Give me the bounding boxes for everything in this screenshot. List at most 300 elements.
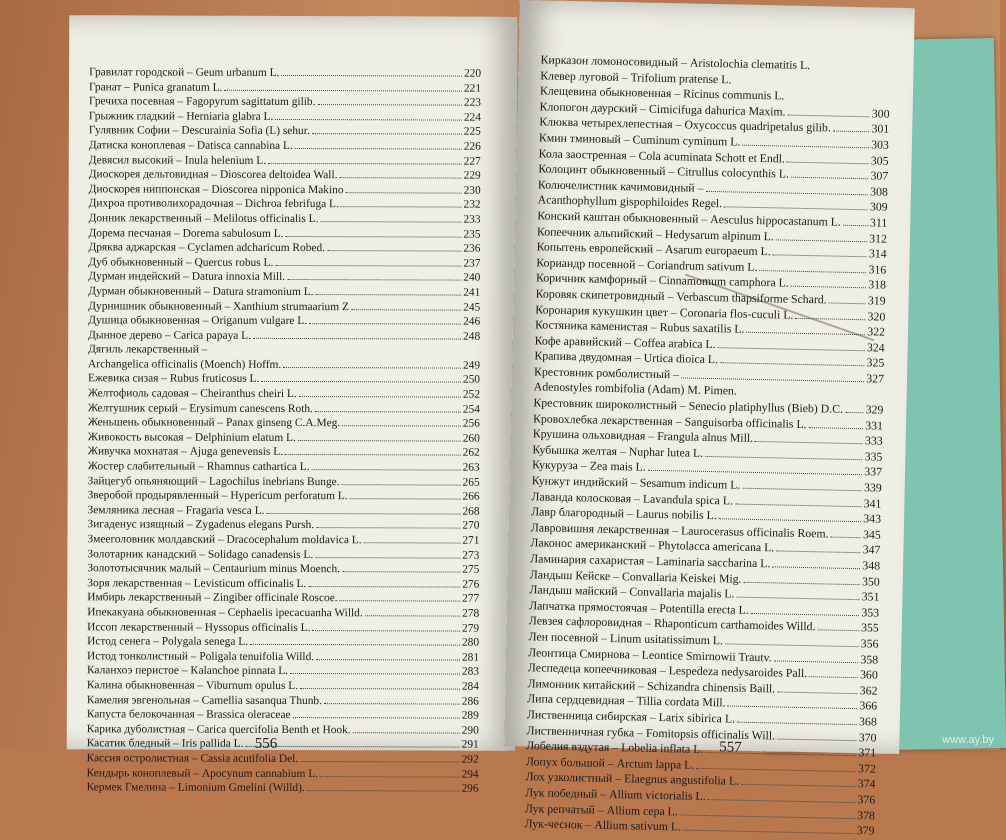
index-entry — [88, 270, 480, 286]
leader-dots — [320, 776, 460, 777]
entry-name: Крапива двудомная – Urtica dioica L. — [534, 348, 719, 367]
entry-page-number: 262 — [462, 447, 480, 460]
leader-dots — [817, 630, 859, 632]
index-entry — [87, 547, 479, 563]
leader-dots — [316, 527, 460, 529]
entry-page-number: 279 — [462, 622, 480, 635]
leader-dots — [788, 114, 870, 117]
leader-dots — [268, 162, 462, 164]
leader-dots — [777, 738, 857, 741]
entry-page-number: 308 — [870, 184, 889, 199]
leader-dots — [283, 367, 461, 369]
index-entry — [89, 182, 481, 198]
leader-dots — [317, 104, 461, 106]
leader-dots — [295, 148, 462, 150]
index-entry — [88, 313, 480, 329]
leader-dots — [312, 630, 460, 632]
index-entry — [88, 226, 480, 242]
entry-name: Дягиль лекарственный – — [88, 343, 208, 356]
entry-name: Золотарник канадский – Solidago canadensis L. — [87, 547, 314, 561]
index-entry — [87, 518, 479, 534]
entry-name: Кола заостренная – Cola acuminata Schott et Endl. — [538, 145, 786, 166]
entry-name: Имбирь лекарственный – Zingiber officinale Roscoe. — [87, 591, 338, 605]
entry-name: Капуста белокочанная – Brassica oleraceae — [86, 708, 291, 722]
right-page — [504, 0, 915, 838]
entry-page-number: 312 — [869, 230, 888, 246]
entry-name: Земляника лесная – Fragaria vesca L. — [87, 504, 265, 517]
entry-name: Дурман индейский – Datura innoxia Mill. — [88, 270, 286, 284]
entry-name: Карика дуболистная – Carica quercifolia Benth et Hook. — [86, 723, 351, 736]
entry-page-number: 286 — [461, 695, 479, 708]
leader-dots — [843, 225, 868, 227]
leader-dots — [720, 362, 865, 366]
entry-name: Кунжут индийский – Sesamum indicum L. — [531, 473, 741, 492]
entry-page-number: 378 — [857, 807, 876, 823]
entry-page-number: 278 — [462, 607, 480, 620]
entry-page-number: 266 — [462, 490, 480, 503]
leader-dots — [681, 377, 864, 382]
index-entry — [87, 649, 479, 665]
leader-dots — [683, 830, 855, 835]
entry-page-number: 271 — [462, 534, 480, 547]
leader-dots — [346, 192, 462, 193]
entry-page-number: 270 — [462, 520, 480, 533]
entry-name: Живучка мохнатая – Ajuga genevensis L. — [87, 445, 284, 459]
entry-page-number: 296 — [461, 782, 479, 795]
leader-dots — [309, 323, 461, 325]
leader-dots — [365, 615, 460, 616]
entry-name: Клевер луговой – Trifolium pratense L. — [540, 67, 732, 86]
entry-name: Каланхоэ перистое – Kalanchoe pinnata L. — [86, 664, 289, 678]
entry-page-number: 348 — [862, 558, 881, 573]
entry-name: Лук репчатый – Allium cepa L. — [524, 800, 678, 818]
index-entry — [87, 605, 479, 621]
index-entry — [88, 416, 480, 432]
entry-name: Дурнишник обыкновенный – Xanthium strumaarium Z — [88, 299, 349, 313]
leader-dots — [298, 440, 461, 442]
leader-dots — [316, 294, 462, 296]
index-entry — [87, 664, 479, 680]
leader-dots — [791, 286, 867, 289]
leader-dots — [696, 768, 856, 772]
entry-page-number: 358 — [860, 651, 879, 667]
entry-name: Костяника каменистая – Rubus saxatilis L. — [534, 317, 745, 336]
right-index-list — [524, 52, 890, 839]
leader-dots — [261, 381, 461, 383]
entry-page-number: 335 — [864, 449, 883, 464]
leader-dots — [320, 221, 461, 222]
entry-name: Желтушник серый – Erysimum canescens Roth. — [87, 401, 313, 415]
entry-page-number: 324 — [866, 339, 885, 355]
leader-dots — [300, 688, 460, 690]
index-entry — [88, 430, 480, 446]
index-entry — [87, 591, 479, 607]
entry-name: Зоря лекарственная – Levisticum officinalis L. — [87, 577, 307, 590]
leader-dots — [316, 659, 460, 661]
entry-page-number: 220 — [463, 67, 482, 80]
leader-dots — [742, 488, 862, 492]
leader-dots — [300, 761, 459, 763]
entry-page-number: 303 — [871, 137, 890, 152]
entry-name: Лиственничная губка – Fomitopsis officinalis Will. — [526, 722, 776, 742]
entry-page-number: 319 — [867, 293, 886, 308]
entry-page-number: 325 — [866, 355, 885, 370]
leader-dots — [809, 676, 858, 678]
entry-name: Конский каштан обыкновенный – Aesculus hippocastanum L. — [537, 208, 842, 229]
entry-page-number: 329 — [865, 402, 884, 417]
leader-dots — [791, 177, 869, 180]
leader-dots — [339, 177, 461, 178]
leader-dots — [755, 441, 863, 444]
entry-name: Лимонник китайский – Schizandra chinensis Baill. — [527, 676, 776, 696]
entry-page-number: 276 — [462, 578, 480, 591]
entry-page-number: 252 — [462, 388, 480, 401]
watermark: www.ay.by — [942, 734, 994, 746]
leader-dots — [809, 427, 864, 429]
index-entry — [88, 299, 480, 315]
entry-page-number: 232 — [463, 198, 481, 212]
entry-name: Коронария кукушкин цвет – Coronaria flos-cuculi L. — [535, 301, 794, 322]
entry-page-number: 294 — [461, 768, 479, 781]
leader-dots — [312, 469, 461, 471]
entry-name: Гулявник Софии – Descurainia Sofia (L) sehur. — [88, 124, 310, 138]
entry-name: Лаконос американский – Phytolacca americana L. — [530, 535, 775, 555]
leader-dots — [293, 717, 460, 719]
entry-name: Камелия эвгенольная – Camellia sasanqua Thunb. — [86, 693, 323, 707]
entry-page-number: 316 — [868, 262, 887, 277]
entry-page-number: 237 — [463, 257, 481, 270]
entry-page-number: 337 — [864, 464, 883, 480]
left-index-list — [87, 65, 482, 796]
leader-dots — [751, 613, 860, 616]
entry-name: Лох узколистный – Elaegnus angustifolia L. — [525, 769, 740, 789]
leader-dots — [267, 513, 461, 515]
entry-name: Диоскорея дельтовидная – Dioscorea deltoidea Wall. — [88, 168, 338, 182]
entry-name: Зайцегуб опьяняющий – Lagochilus inebrians Bunge. — [87, 474, 340, 488]
entry-name: Дурман обыкновенный – Datura stramonium L. — [88, 285, 314, 298]
leader-dots — [795, 317, 865, 319]
entry-name: Лиственница сибирская – Larix sibirica L. — [526, 707, 736, 726]
entry-name: Лавровишня лекарственная – Laurocerasus officinalis Roem. — [530, 520, 829, 541]
entry-page-number: 309 — [869, 199, 888, 215]
entry-page-number: 311 — [869, 215, 888, 230]
entry-page-number: 233 — [463, 213, 481, 226]
entry-page-number: 322 — [867, 324, 886, 339]
entry-name: Adenostyles rombifolia (Adam) M. Pimen. — [533, 379, 737, 399]
entry-page-number: 248 — [463, 330, 481, 343]
entry-name: Крушина ольховидная – Frangula alnus Mill. — [532, 426, 754, 446]
entry-name: Донник лекарственный – Melilotus officinalis L. — [88, 212, 319, 226]
leader-dots — [351, 309, 461, 310]
entry-name: Клюква четырехлепестная – Oxycoccus quadripetalus gilib. — [539, 114, 832, 135]
leader-dots — [342, 571, 460, 572]
leader-dots — [224, 89, 462, 91]
index-entry — [89, 124, 481, 140]
entry-page-number: 327 — [866, 371, 885, 386]
entry-name: Acanthophyllum gispophiloides Regel. — [537, 192, 723, 211]
leader-dots — [350, 498, 461, 499]
entry-name: Копытень европейский – Asarum europaeum L. — [536, 239, 771, 259]
leader-dots — [742, 145, 869, 149]
leader-dots — [275, 119, 462, 121]
entry-page-number: 240 — [463, 271, 481, 284]
index-entry — [87, 532, 479, 548]
entry-page-number: 305 — [870, 152, 889, 168]
entry-name: Кассия остролистная – Cassia acutifolia Del. — [86, 752, 299, 765]
entry-page-number: 290 — [461, 724, 479, 737]
entry-name: Ландыш Кейске – Convallaria Keiskei Mig. — [529, 566, 742, 586]
entry-page-number: 260 — [462, 432, 480, 445]
entry-page-number: 224 — [463, 111, 481, 124]
index-entry — [89, 197, 481, 213]
leader-dots — [728, 706, 858, 710]
leader-dots — [708, 799, 856, 803]
entry-name: Иссоп лекарственный – Hyssopus officinalis L. — [87, 620, 311, 634]
index-entry — [88, 372, 480, 388]
entry-name: Гранат – Punica granatum L. — [89, 80, 223, 94]
leader-dots — [774, 660, 859, 663]
entry-name: Гравилат городской – Geum urbanum L. — [89, 66, 280, 79]
index-entry — [88, 503, 480, 519]
leader-dots — [315, 411, 461, 413]
leader-dots — [705, 456, 863, 460]
entry-page-number: 281 — [461, 651, 480, 664]
entry-page-number: 362 — [859, 682, 878, 698]
entry-page-number: 292 — [461, 753, 479, 766]
leader-dots — [776, 551, 860, 554]
entry-name: Женьшень обыкновенный – Panax ginseng C.A.Meg. — [87, 416, 341, 430]
entry-page-number: 268 — [462, 505, 480, 518]
entry-page-number: 291 — [461, 738, 479, 751]
leader-dots — [829, 302, 866, 304]
leader-dots — [281, 75, 462, 77]
index-entry — [87, 561, 479, 577]
leader-dots — [776, 239, 867, 242]
entry-page-number: 284 — [461, 680, 479, 693]
entry-page-number: 368 — [858, 714, 877, 729]
leader-dots — [308, 586, 460, 588]
entry-name: Лапчатка прямостоячая – Potentilla erecta L. — [529, 598, 749, 617]
index-entry — [87, 678, 479, 694]
leader-dots — [299, 396, 461, 398]
leader-dots — [287, 279, 461, 281]
entry-page-number: 339 — [863, 480, 882, 495]
index-entry — [87, 707, 479, 723]
leader-dots — [787, 161, 869, 164]
entry-page-number: 353 — [861, 605, 880, 620]
leader-dots — [772, 566, 860, 569]
index-entry — [88, 357, 480, 373]
entry-page-number: 379 — [856, 823, 875, 838]
leader-dots — [719, 518, 862, 522]
entry-page-number: 366 — [859, 698, 878, 713]
leader-dots — [253, 338, 461, 340]
leader-dots — [725, 643, 859, 647]
entry-page-number: 301 — [871, 121, 890, 137]
entry-name: Кориандр посевной – Coriandrum sativum L. — [536, 255, 758, 274]
entry-name: Липа сердцевидная – Tillia cordata Mill. — [527, 691, 726, 710]
leader-dots — [315, 557, 460, 559]
index-entry — [88, 474, 480, 490]
entry-page-number: 355 — [860, 620, 879, 635]
index-entry — [89, 211, 481, 227]
entry-page-number: 265 — [462, 476, 480, 489]
leader-dots — [759, 270, 866, 273]
entry-page-number: 318 — [868, 277, 887, 292]
entry-name: Грыжник гладкий – Herniaria glabra L. — [88, 110, 274, 123]
entry-name: Кирказон ломоносовидный – Aristolochia clematitis L. — [540, 52, 811, 73]
left-page-number: 556 — [254, 735, 278, 752]
index-entry — [89, 94, 481, 110]
entry-name: Ландыш майский – Convallaria majalis L. — [529, 582, 735, 601]
entry-name: Лук победный – Allium victorialis L. — [525, 785, 706, 803]
leader-dots — [830, 536, 860, 538]
index-entry — [88, 284, 480, 300]
entry-name: Кермек Гмелина – Limonium Gmelini (Willd). — [86, 781, 305, 795]
entry-page-number: 245 — [463, 301, 481, 314]
leader-dots — [746, 332, 865, 335]
entry-name: Касатик бледный – Iris pallida L. — [86, 737, 244, 751]
entry-name: Кукуруза – Zea mais L. — [531, 457, 646, 475]
entry-page-number: 360 — [859, 667, 878, 682]
leader-dots — [275, 265, 461, 267]
index-entry — [87, 766, 479, 782]
entry-page-number: 230 — [463, 184, 481, 197]
entry-page-number: 341 — [863, 495, 882, 511]
entry-name: Живокость высокая – Delphinium elatum L. — [87, 431, 296, 444]
entry-name: Коричник камфорный – Cinnamomum camphora L. — [535, 270, 789, 290]
entry-name: Клопогон даурский – Cimicifuga dahurica Maxim. — [539, 99, 786, 119]
entry-page-number: 254 — [462, 403, 480, 416]
entry-page-number: 314 — [868, 246, 887, 261]
leader-dots — [736, 597, 859, 601]
entry-name: Лобелия вздутая – Lobelia inflata L. — [526, 738, 704, 757]
entry-name: Жостер слабительный – Rhamnus cathartica L. — [87, 460, 310, 474]
entry-name: Ипекакуана обыкновенная – Cephaelis ipecacuanha Willd. — [87, 606, 363, 620]
entry-name: Ежевика сизая – Rubus fruticosus L. — [87, 372, 260, 386]
entry-name: Колоцинт обыкновенный – Citrullus colocynthis L. — [538, 161, 790, 181]
leader-dots — [353, 732, 460, 733]
entry-page-number: 371 — [858, 745, 877, 760]
leader-dots — [741, 784, 856, 787]
leader-dots — [324, 703, 460, 704]
entry-name: Кмин тминовый – Cuminum cyminum L. — [538, 130, 741, 149]
entry-page-number: 370 — [858, 729, 877, 745]
leader-dots — [250, 644, 460, 646]
leader-dots — [285, 454, 461, 456]
entry-page-number: 320 — [867, 308, 886, 324]
entry-name: Кровохлебка лекарственная – Sanguisorba officinalis L. — [532, 410, 807, 431]
entry-page-number: 347 — [862, 542, 881, 558]
entry-page-number: 225 — [463, 125, 481, 139]
entry-page-number: 236 — [463, 242, 481, 255]
entry-name: Девясил высокий – Inula helenium L. — [88, 153, 267, 167]
leader-dots — [340, 601, 461, 602]
entry-page-number: 280 — [461, 636, 480, 649]
index-entry — [87, 722, 479, 738]
entry-page-number: 350 — [861, 573, 880, 589]
leader-dots — [364, 542, 461, 543]
left-page — [67, 15, 518, 795]
entry-name: Колючелистник качимовидный – — [537, 177, 704, 195]
index-entry — [89, 138, 481, 154]
entry-name: Копеечник альпийский – Hedysarum alpinum L. — [536, 223, 775, 243]
entry-page-number: 277 — [462, 592, 480, 606]
index-entry — [88, 459, 480, 475]
entry-name: Гречиха посевная – Fagopyrum sagittatum gilib. — [88, 95, 316, 109]
entry-name: Калина обыкновенная – Viburnum opulus L. — [86, 679, 299, 692]
entry-name: Дихроа противолихорадочная – Dichroa febrifuga L. — [88, 197, 339, 211]
entry-name: Зигаденус изящный – Zygadenus elegans Pursh. — [87, 518, 315, 532]
entry-page-number: 356 — [860, 636, 879, 651]
entry-name: Крестовник широколистный – Senecio platiphyllus (Bieb) D.C. — [533, 395, 844, 416]
leader-dots — [342, 425, 461, 426]
leader-dots — [341, 207, 462, 208]
entry-name: Датиска коноплевая – Datisca cannabina L. — [88, 139, 293, 152]
entry-page-number: 343 — [863, 511, 882, 526]
entry-page-number: 351 — [861, 589, 880, 604]
entry-name: Леонтица Смирнова – Leontice Smirnowii Trautv. — [528, 644, 772, 664]
entry-page-number: 374 — [857, 776, 876, 791]
leader-dots — [312, 133, 462, 135]
entry-name: Archangelica officinalis (Moench) Hoffm. — [88, 358, 282, 371]
index-entry — [89, 65, 481, 81]
leader-dots — [648, 470, 863, 475]
entry-name: Дуб обыкновенный – Quercus robus L. — [88, 256, 274, 269]
leader-dots — [724, 207, 868, 211]
entry-page-number: 275 — [462, 563, 480, 576]
entry-page-number: 227 — [463, 155, 481, 168]
index-entry — [87, 737, 479, 753]
entry-name: Дорема песчаная – Dorema sabulosum L. — [88, 226, 284, 240]
leader-dots — [342, 484, 461, 485]
index-entry — [88, 489, 480, 505]
entry-name: Кофе аравийский – Coffea arabica L. — [534, 333, 716, 351]
entry-page-number: 223 — [463, 96, 482, 109]
entry-name: Клещевина обыкновенная – Ricinus communis L. — [539, 83, 785, 103]
index-entry — [87, 576, 479, 592]
entry-name: Дряква аджарская – Cyclamen adcharicum Robed. — [88, 241, 326, 255]
entry-page-number: 307 — [870, 168, 889, 183]
entry-name: Диоскорея ниппонская – Dioscorea nipponica Makino — [88, 183, 344, 196]
entry-name: Истод тонколистный – Poligala tenuifolia Willd. — [87, 650, 315, 663]
entry-name: Лопух большой – Arctum lappa L. — [525, 753, 695, 772]
leader-dots — [833, 131, 870, 133]
entry-name: Истод сенега – Polygala senega L. — [87, 635, 249, 649]
leader-dots — [737, 722, 857, 726]
leader-dots — [705, 191, 868, 195]
entry-page-number: 263 — [462, 461, 480, 474]
leader-dots — [680, 814, 855, 819]
entry-page-number: 235 — [463, 228, 481, 241]
entry-page-number: 283 — [461, 665, 480, 678]
entry-name: Коровяк скипетровидный – Verbascum thapsiforme Schard. — [535, 286, 827, 307]
entry-name: Змееголовник молдавский – Dracocephalum moldavica L. — [87, 533, 362, 547]
index-entry — [88, 386, 480, 402]
entry-name: Крестовник ромболистный – — [533, 364, 680, 382]
index-entry — [87, 751, 479, 767]
leader-dots — [845, 412, 864, 413]
index-entry — [88, 240, 480, 256]
entry-name: Лаванда колосковая – Lavandula spica L. — [531, 488, 734, 508]
index-entry — [89, 109, 481, 125]
entry-name: Лен посевной – Linum usitatissimum L. — [528, 629, 724, 648]
leader-dots — [777, 691, 858, 694]
entry-name: Ламинария сахаристая – Laminaria saccharina L. — [530, 551, 771, 571]
index-entry — [89, 80, 481, 96]
index-entry — [89, 153, 481, 169]
leader-dots — [327, 250, 461, 251]
